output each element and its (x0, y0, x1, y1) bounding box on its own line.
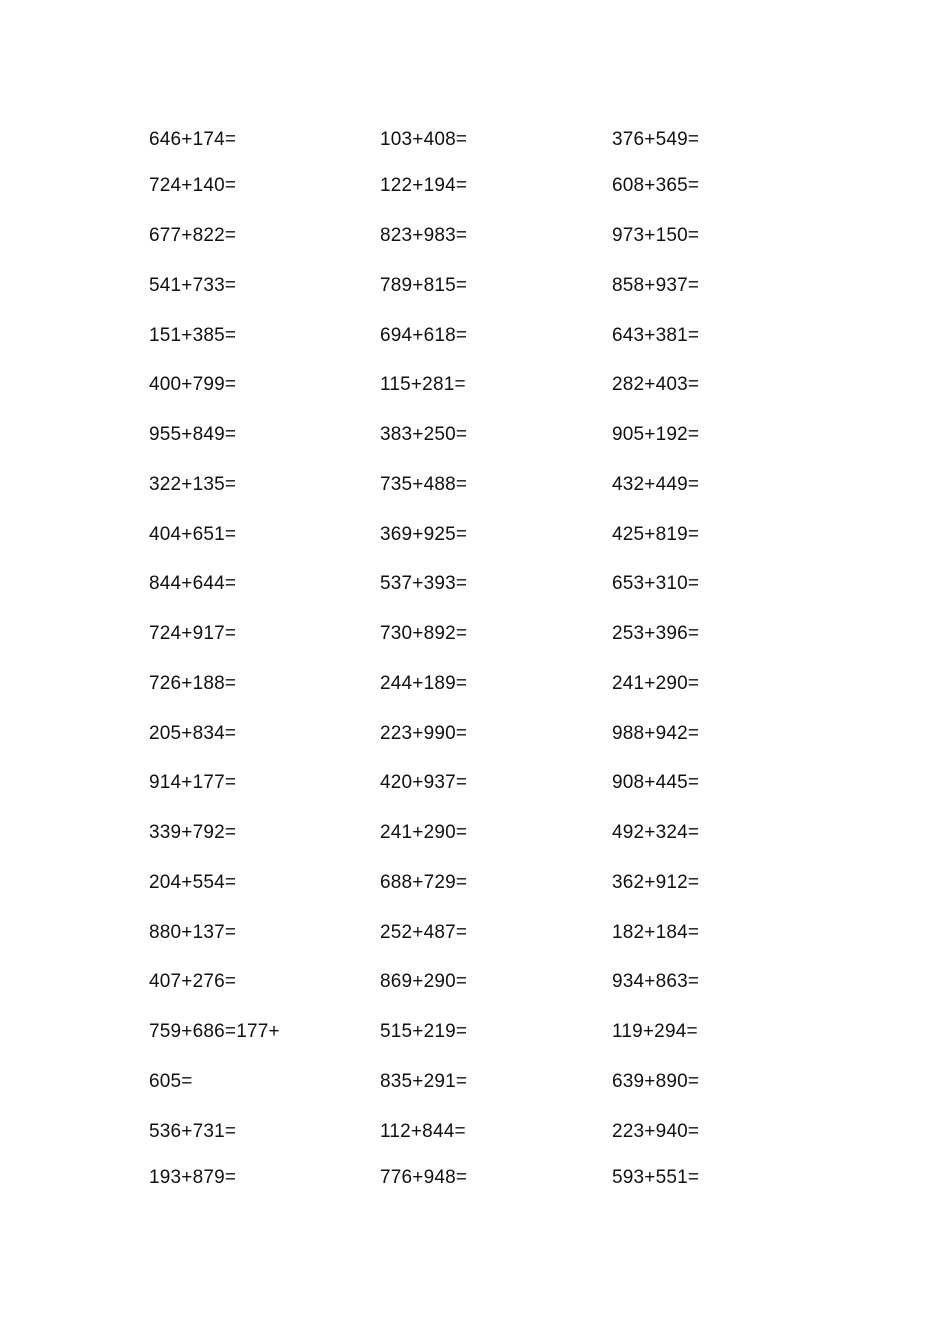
problem-row (0, 321, 950, 351)
problem-row (0, 719, 950, 749)
problem-cell: 182+184= (612, 922, 700, 943)
problem-row (0, 569, 950, 599)
problem-row (0, 125, 950, 155)
problem-cell: 605= (149, 1071, 193, 1092)
problem-cell: 643+381= (612, 325, 700, 346)
problem-cell: 103+408= (380, 129, 468, 150)
problem-cell: 244+189= (380, 673, 468, 694)
problem-cell: 869+290= (380, 971, 468, 992)
problem-cell: 241+290= (380, 822, 468, 843)
problem-cell: 205+834= (149, 723, 237, 744)
problem-row (0, 420, 950, 450)
problem-cell: 223+990= (380, 723, 468, 744)
problem-row (0, 171, 950, 201)
problem-cell: 724+140= (149, 175, 237, 196)
problem-row (0, 768, 950, 798)
problem-row (0, 1117, 950, 1147)
problem-cell: 880+137= (149, 922, 237, 943)
problem-row (0, 520, 950, 550)
problem-cell: 914+177= (149, 772, 237, 793)
problem-cell: 339+792= (149, 822, 237, 843)
problem-row (0, 967, 950, 997)
problem-cell: 151+385= (149, 325, 237, 346)
problem-cell: 362+912= (612, 872, 700, 893)
problem-cell: 988+942= (612, 723, 700, 744)
problem-cell: 369+925= (380, 524, 468, 545)
problem-cell: 646+174= (149, 129, 237, 150)
problem-cell: 252+487= (380, 922, 468, 943)
problem-row (0, 271, 950, 301)
problem-cell: 789+815= (380, 275, 468, 296)
problem-row (0, 619, 950, 649)
problem-cell: 536+731= (149, 1121, 237, 1142)
problem-row (0, 1067, 950, 1097)
problem-row (0, 470, 950, 500)
problem-row (0, 918, 950, 948)
problem-cell: 726+188= (149, 673, 237, 694)
problem-cell: 119+294= (612, 1021, 698, 1042)
problem-cell: 639+890= (612, 1071, 700, 1092)
problem-cell: 492+324= (612, 822, 700, 843)
problem-cell: 122+194= (380, 175, 468, 196)
problem-cell: 934+863= (612, 971, 700, 992)
problem-row (0, 669, 950, 699)
problem-cell: 400+799= (149, 374, 237, 395)
problem-cell: 241+290= (612, 673, 700, 694)
problem-cell: 383+250= (380, 424, 468, 445)
problem-cell: 735+488= (380, 474, 468, 495)
problem-cell: 823+983= (380, 225, 468, 246)
problem-row (0, 221, 950, 251)
problem-cell: 677+822= (149, 225, 237, 246)
problem-cell: 858+937= (612, 275, 700, 296)
problem-cell: 432+449= (612, 474, 700, 495)
problem-cell: 593+551= (612, 1167, 700, 1188)
problem-cell: 905+192= (612, 424, 700, 445)
problem-cell: 908+445= (612, 772, 700, 793)
problem-row (0, 370, 950, 400)
problem-cell: 425+819= (612, 524, 700, 545)
problem-cell: 515+219= (380, 1021, 468, 1042)
problem-cell: 541+733= (149, 275, 237, 296)
problem-cell: 115+281= (380, 374, 466, 395)
problem-row (0, 818, 950, 848)
problem-cell: 608+365= (612, 175, 700, 196)
problem-cell: 724+917= (149, 623, 237, 644)
problem-cell: 776+948= (380, 1167, 468, 1188)
problem-cell: 730+892= (380, 623, 468, 644)
problem-cell: 420+937= (380, 772, 468, 793)
problem-cell: 112+844= (380, 1121, 466, 1142)
problem-cell: 376+549= (612, 129, 700, 150)
problem-cell: 653+310= (612, 573, 700, 594)
problem-cell: 322+135= (149, 474, 237, 495)
problem-row (0, 1163, 950, 1193)
problem-row (0, 868, 950, 898)
problem-cell: 844+644= (149, 573, 237, 594)
problem-cell: 204+554= (149, 872, 237, 893)
problem-cell: 537+393= (380, 573, 468, 594)
problem-cell: 688+729= (380, 872, 468, 893)
problem-cell: 835+291= (380, 1071, 468, 1092)
problem-cell: 407+276= (149, 971, 237, 992)
problem-cell: 973+150= (612, 225, 700, 246)
problem-cell: 193+879= (149, 1167, 237, 1188)
problem-cell: 253+396= (612, 623, 700, 644)
problem-cell: 404+651= (149, 524, 237, 545)
problem-cell: 223+940= (612, 1121, 700, 1142)
problem-cell: 955+849= (149, 424, 237, 445)
problem-cell: 759+686=177+ (149, 1021, 280, 1042)
problem-cell: 282+403= (612, 374, 700, 395)
problem-cell: 694+618= (380, 325, 468, 346)
problem-row (0, 1017, 950, 1047)
